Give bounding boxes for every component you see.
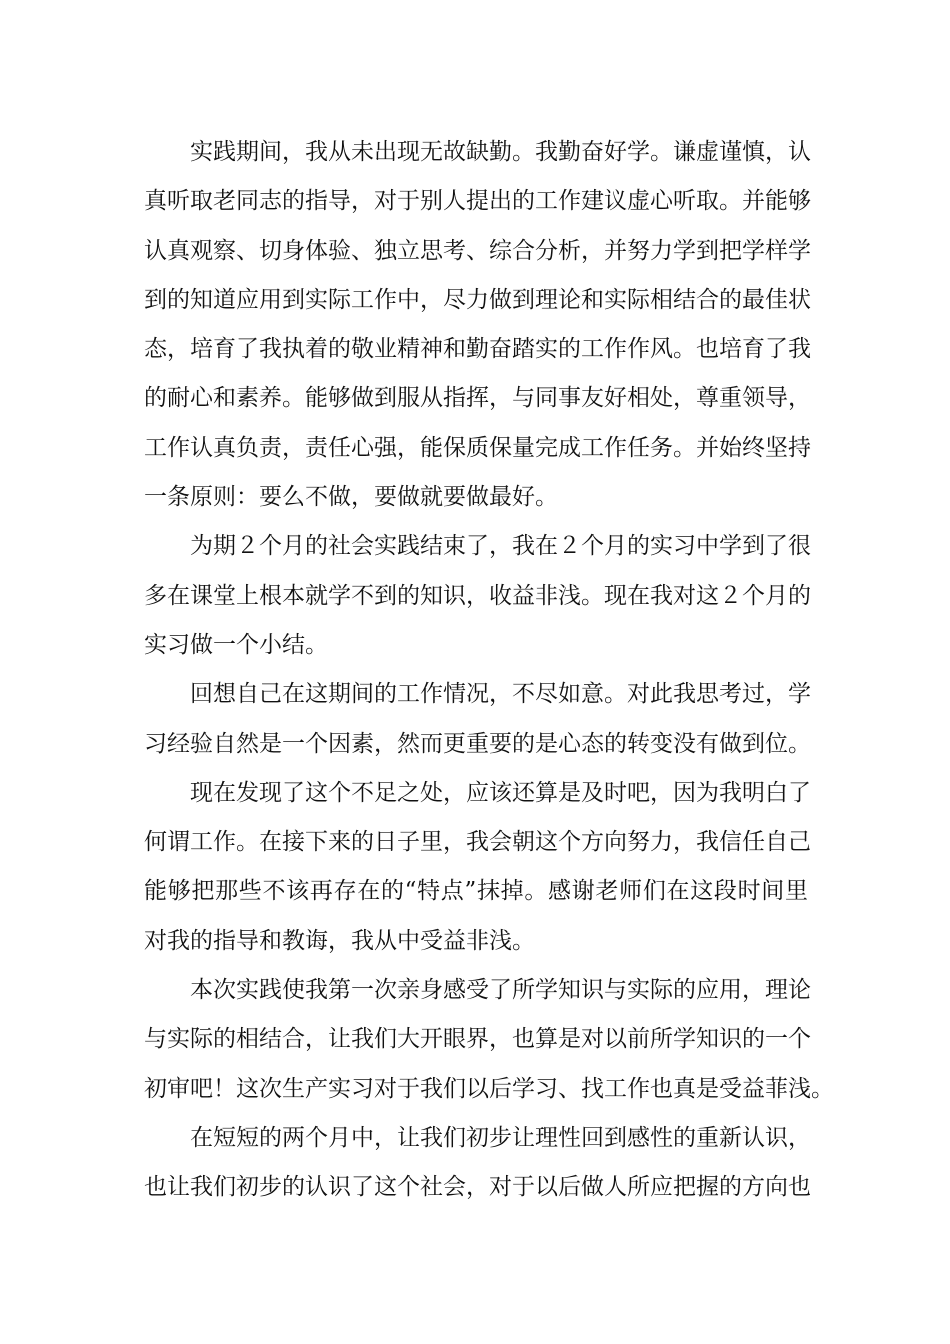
paragraph-line: 真听取老同志的指导，对于别人提出的工作建议虚心听取。并能够 <box>144 188 811 215</box>
paragraph-line: 认真观察、切身体验、独立思考、综合分析，并努力学到把学样学 <box>144 237 811 264</box>
paragraph-line: 能够把那些不该再存在的“特点”抹掉。感谢老师们在这段时间里 <box>144 878 808 905</box>
paragraph-2 <box>144 522 811 670</box>
paragraph-line: 实践期间，我从未出现无故缺勤。我勤奋好学。谦虚谨慎，认 <box>190 139 811 165</box>
paragraph-line: 本次实践使我第一次亲身感受了所学知识与实际的应用，理论 <box>190 977 811 1004</box>
paragraph-line: 与实际的相结合，让我们大开眼界，也算是对以前所学知识的一个 <box>144 1026 811 1053</box>
paragraph-line: 一条原则：要么不做，要做就要做最好。 <box>144 484 558 511</box>
paragraph-5 <box>144 966 834 1114</box>
paragraph-line: 回想自己在这期间的工作情况，不尽如意。对此我思考过，学 <box>190 681 811 708</box>
paragraph-line: 初审吧！这次生产实习对于我们以后学习、找工作也真是受益菲浅。 <box>144 1075 834 1102</box>
paragraph-line: 多在课堂上根本就学不到的知识，收益非浅。现在我对这２个月的 <box>144 582 811 609</box>
paragraph-line: 习经验自然是一个因素，然而更重要的是心态的转变没有做到位。 <box>144 730 811 757</box>
document-body <box>144 128 834 1213</box>
paragraph-line: 为期２个月的社会实践结束了，我在２个月的实习中学到了很 <box>190 533 811 560</box>
paragraph-line: 实习做一个小结。 <box>144 631 328 658</box>
paragraph-line: 的耐心和素养。能够做到服从指挥，与同事友好相处，尊重领导， <box>144 385 811 412</box>
paragraph-line: 也让我们初步的认识了这个社会，对于以后做人所应把握的方向也 <box>144 1174 811 1201</box>
paragraph-line: 到的知道应用到实际工作中，尽力做到理论和实际相结合的最佳状 <box>144 286 811 313</box>
paragraph-line: 工作认真负责，责任心强，能保质保量完成工作任务。并始终坚持 <box>144 434 811 461</box>
paragraph-line: 何谓工作。在接下来的日子里，我会朝这个方向努力，我信任自己 <box>144 829 811 856</box>
paragraph-4 <box>144 769 811 966</box>
paragraph-6 <box>144 1114 811 1213</box>
paragraph-line: 态，培育了我执着的敬业精神和勤奋踏实的工作作风。也培育了我 <box>144 336 811 363</box>
paragraph-1 <box>144 128 811 522</box>
paragraph-line: 现在发现了这个不足之处，应该还算是及时吧，因为我明白了 <box>190 779 811 806</box>
paragraph-3 <box>144 670 811 769</box>
paragraph-line: 在短短的两个月中，让我们初步让理性回到感性的重新认识， <box>190 1124 811 1151</box>
paragraph-line: 对我的指导和教诲，我从中受益非浅。 <box>144 927 535 954</box>
